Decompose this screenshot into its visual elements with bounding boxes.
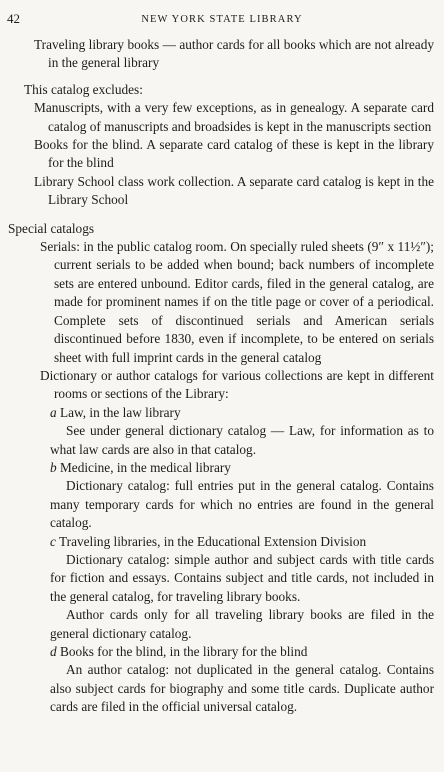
subsection-c-text-1: Dictionary catalog: simple author and subject cards with title cards for fiction and essays. Contains subject and title cards, not included in the general catalog, for traveling library books. — [50, 551, 434, 604]
subsection-d-letter: d — [50, 644, 57, 659]
subsection-d-heading — [0, 643, 444, 661]
running-title: NEW YORK STATE LIBRARY — [141, 14, 303, 25]
subsection-a-letter: a — [50, 404, 57, 420]
subsection-c-title: Traveling libraries, in the Educational Extension Division — [59, 533, 367, 549]
subsection-d-title: Books for the blind, in the library for the blind — [59, 644, 308, 659]
excludes-item-blind: Books for the blind. A separate card catalog of these is kept in the library for the blind — [34, 137, 434, 171]
excludes-item-manuscripts: Manuscripts, with a very few exceptions, as in genealogy. A separate card catalog of manuscripts and broadsides is kept in the manuscripts section — [34, 100, 434, 134]
excludes-heading: This catalog excludes: — [24, 81, 143, 97]
dictionary-intro: Dictionary or author catalogs for various collections are kept in different rooms or sections of the Library: — [40, 367, 434, 402]
subsection-c-text-2: Author cards only for all traveling library books are filed in the general dictionary catalog. — [50, 607, 434, 641]
page-number: 42 — [7, 11, 20, 26]
subsection-c-letter: c — [50, 533, 56, 549]
running-header — [0, 6, 444, 36]
subsection-d-text: An author catalog: not duplicated in the general catalog. Contains also subject cards for biography and some title cards. Duplicate author cards are filed in the official universal catalog. — [50, 662, 434, 715]
subsection-b-heading — [0, 459, 444, 477]
subsection-b-title: Medicine, in the medical library — [59, 459, 231, 475]
subsection-a-title: Law, in the law library — [59, 404, 181, 420]
subsection-b-text: Dictionary catalog: full entries put in the general catalog. Contains many temporary cards for which no entries are found in the general catalog. — [50, 478, 434, 531]
subsection-b-letter: b — [50, 459, 57, 475]
special-catalogs-heading: Special catalogs — [8, 220, 95, 236]
subsection-a-text: See under general dictionary catalog — Law, for information as to what law cards are also in that catalog. — [50, 423, 434, 457]
serials-entry: Serials: in the public catalog room. On specially ruled sheets (9″ x 11½″); current serials to be added when bound; back numbers of incomplete sets are entered unbound. Editor cards, filed in the general catalog, are made for prominent names if on the title page or cover of a periodical. Complete sets of discontinued serials and American serials discontinued before 1830, even if incomplete, to be entered on serials sheet with full imprint cards in the general catalog — [40, 239, 434, 365]
excludes-item-library-school: Library School class work collection. A separate card catalog is kept in the Library School — [34, 173, 434, 208]
subsection-a-heading — [0, 404, 444, 422]
top-item: Traveling library books — author cards for all books which are not already in the general library — [34, 37, 434, 71]
subsection-c-heading — [0, 533, 444, 551]
